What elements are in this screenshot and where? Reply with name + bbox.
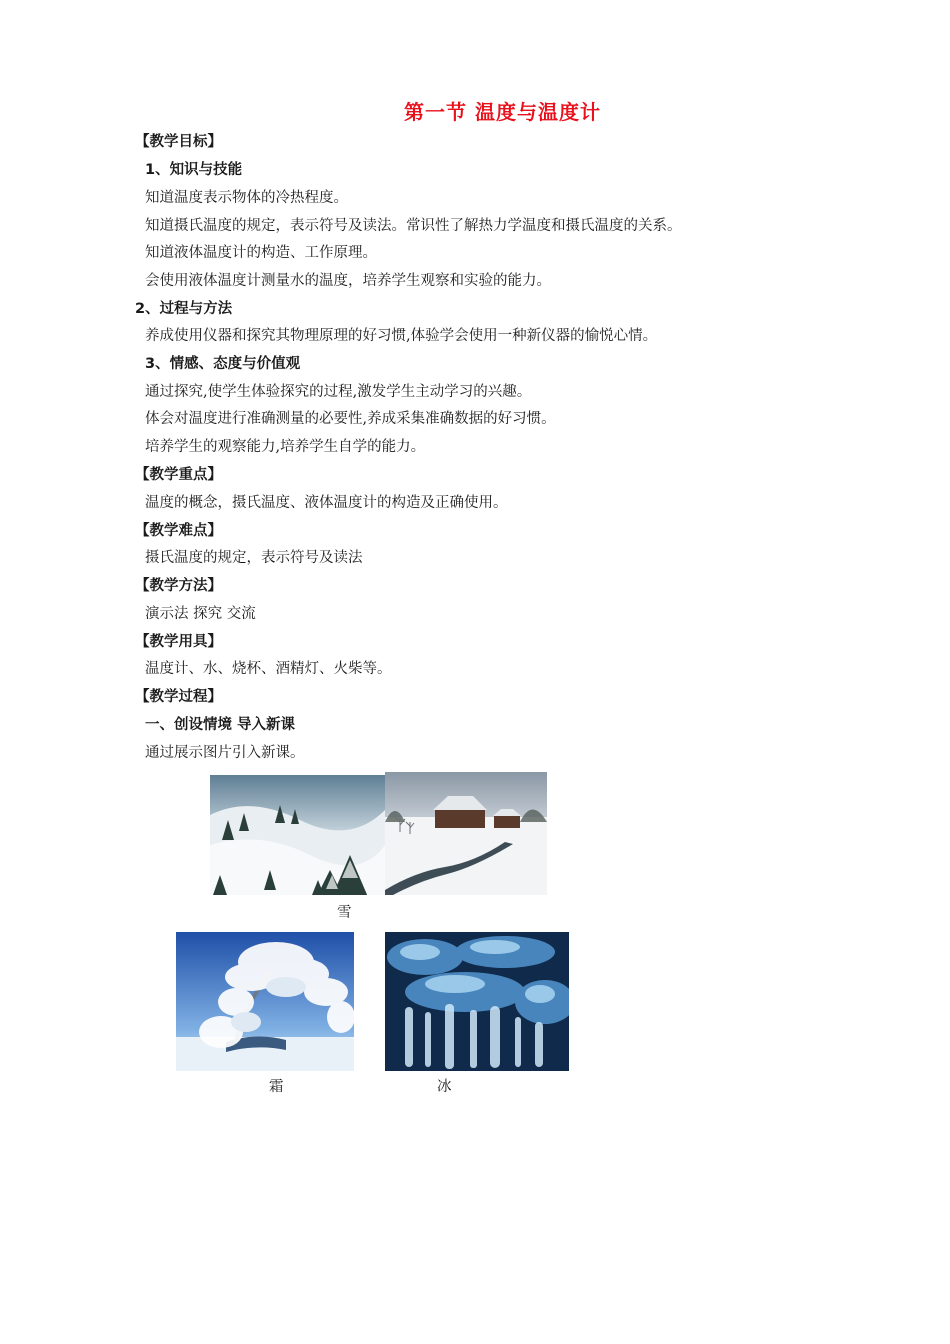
text-line: 知道摄氏温度的规定，表示符号及读法。常识性了解热力学温度和摄氏温度的关系。 xyxy=(145,218,682,234)
page-title: 第一节 温度与温度计 xyxy=(404,100,601,124)
ice-waterfall-image xyxy=(385,932,569,1071)
text-line: 养成使用仪器和探究其物理原理的好习惯,体验学会使用一种新仪器的愉悦心情。 xyxy=(145,328,658,344)
heading-key-points: 【教学重点】 xyxy=(135,467,222,483)
heading-attitudes-values: 3、情感、态度与价值观 xyxy=(145,356,301,372)
text-line: 温度的概念，摄氏温度、液体温度计的构造及正确使用。 xyxy=(145,495,508,511)
caption-frost: 霜 xyxy=(269,1079,284,1095)
caption-snow: 雪 xyxy=(337,905,352,921)
heading-methods: 【教学方法】 xyxy=(135,578,222,594)
text-line: 知道液体温度计的构造、工作原理。 xyxy=(145,245,377,261)
heading-create-situation: 一、创设情境 导入新课 xyxy=(145,717,296,733)
text-line: 温度计、水、烧杯、酒精灯、火柴等。 xyxy=(145,661,392,677)
caption-ice: 冰 xyxy=(437,1079,452,1095)
heading-difficulties: 【教学难点】 xyxy=(135,523,222,539)
heading-teaching-goals: 【教学目标】 xyxy=(135,134,222,150)
text-line: 会使用液体温度计测量水的温度，培养学生观察和实验的能力。 xyxy=(145,273,551,289)
text-line: 通过探究,使学生体验探究的过程,激发学生主动学习的兴趣。 xyxy=(145,384,532,400)
text-line: 培养学生的观察能力,培养学生自学的能力。 xyxy=(145,439,426,455)
text-line: 通过展示图片引入新课。 xyxy=(145,745,305,761)
snow-barn-image xyxy=(385,772,547,895)
text-line: 体会对温度进行准确测量的必要性,养成采集准确数据的好习惯。 xyxy=(145,411,556,427)
snow-hills-image xyxy=(210,775,385,895)
text-line: 摄氏温度的规定，表示符号及读法 xyxy=(145,550,363,566)
heading-teaching-process: 【教学过程】 xyxy=(135,689,222,705)
text-line: 知道温度表示物体的冷热程度。 xyxy=(145,190,348,206)
frost-tree-image xyxy=(176,932,354,1071)
text-line: 演示法 探究 交流 xyxy=(145,606,256,622)
heading-tools: 【教学用具】 xyxy=(135,634,222,650)
heading-process-methods: 2、过程与方法 xyxy=(135,301,233,317)
heading-knowledge-skills: 1、知识与技能 xyxy=(145,162,243,178)
